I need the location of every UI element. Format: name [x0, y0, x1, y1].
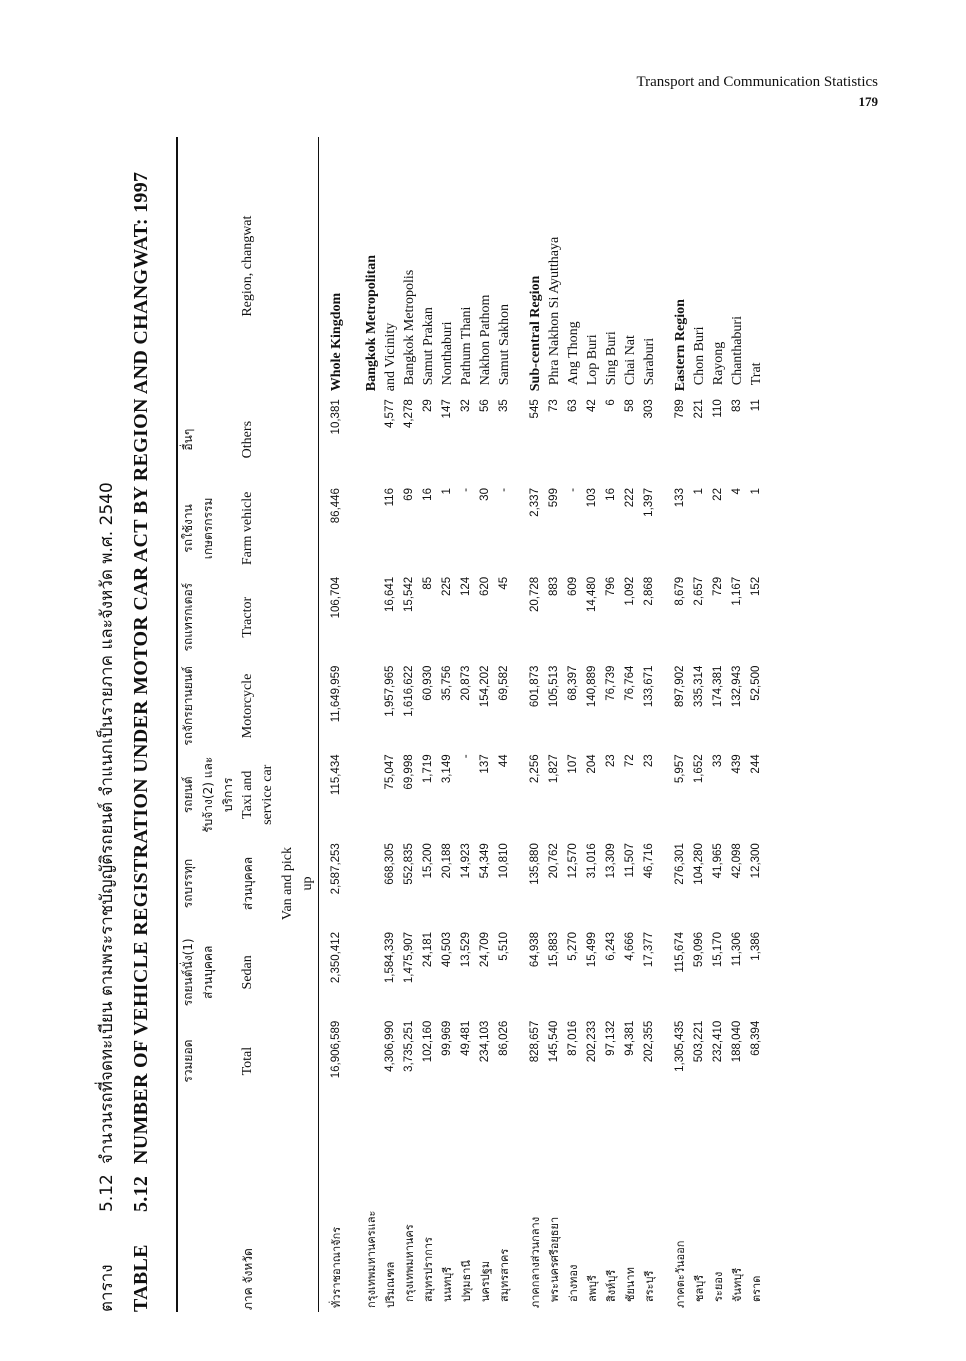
cell-value: 14,480 — [586, 576, 598, 612]
cell-value: 232,410 — [712, 1020, 724, 1063]
cell-value: 4,306,990 — [384, 1020, 396, 1072]
rotated-table-page — [90, 137, 870, 1312]
cell-value: 73 — [548, 399, 560, 413]
cell-value: - — [460, 754, 472, 759]
cell-value: 72 — [624, 754, 636, 768]
cell-value: 15,499 — [586, 931, 598, 968]
cell-value: 668,305 — [384, 843, 396, 885]
cell-value: 124 — [460, 576, 472, 596]
cell-value: 1,305,435 — [674, 1020, 686, 1072]
cell-value: 58 — [624, 399, 636, 413]
header-spacer — [278, 573, 319, 662]
row-name-thai: นนทบุรี — [441, 1266, 454, 1302]
page-number: 179 — [858, 94, 878, 109]
cell-value: 11,306 — [731, 931, 743, 967]
row-name-english: Samut Prakan — [421, 307, 436, 386]
cell-value: 35,756 — [441, 665, 453, 701]
row-name-english: Nonthaburi — [440, 321, 455, 386]
cell-value: 40,503 — [441, 931, 453, 968]
row-name-thai: พระนครศรีอยุธยา — [548, 1216, 561, 1302]
row-name-thai: ลพบุรี — [586, 1275, 599, 1302]
row-name-english: Sing Buri — [604, 331, 619, 386]
cell-value: 30 — [479, 488, 491, 501]
cell-value: 222 — [624, 488, 636, 508]
table-row — [564, 137, 583, 1312]
cell-value: 85 — [422, 576, 434, 590]
cell-value: 20,762 — [548, 843, 560, 879]
row-name-english: Phra Nakhon Si Ayutthaya — [547, 236, 562, 386]
table-row — [709, 137, 728, 1312]
row-name-thai: ภาคกลางส่วนกลาง — [529, 1216, 542, 1308]
cell-value: 59,096 — [693, 931, 705, 968]
cell-value: 2,337 — [529, 488, 541, 517]
cell-value: 13,309 — [605, 843, 617, 879]
cell-value: 69 — [403, 488, 415, 501]
cell-value: 601,873 — [529, 665, 541, 708]
row-name-english: Rayong — [711, 341, 726, 386]
row-name-english: Saraburi — [642, 337, 657, 386]
cell-value: 2,350,412 — [330, 931, 342, 984]
cell-value: 45 — [498, 576, 510, 590]
row-name-thai: สระบุรี — [643, 1270, 656, 1302]
vehicle-registration-table — [176, 137, 766, 1312]
cell-value — [350, 573, 381, 662]
cell-value: 1,386 — [750, 931, 762, 961]
col-region-th — [177, 1106, 238, 1313]
row-name-english: and Vicinity — [383, 322, 398, 392]
cell-value: 102,160 — [422, 1020, 434, 1063]
cell-value: 24,709 — [479, 931, 491, 968]
cell-value: 4 — [731, 488, 743, 495]
cell-value: 42,098 — [731, 843, 743, 879]
row-name-english: Trat — [749, 362, 764, 386]
cell-value: 6,243 — [605, 931, 617, 961]
cell-value: 174,381 — [712, 665, 724, 708]
cell-value: 54,349 — [479, 843, 491, 879]
cell-value: 140,889 — [586, 665, 598, 708]
col-moto-en: Motorcycle — [240, 673, 255, 739]
col-taxi-th: รถยนต์รับจ้าง(2) และบริการ — [177, 750, 238, 839]
row-name-english: Chai Nat — [623, 335, 638, 386]
cell-value: - — [498, 488, 510, 492]
cell-value: 796 — [605, 576, 617, 596]
col-region-label: ภาค จังหวัด — [241, 1248, 255, 1310]
row-name-english: Samut Sakhon — [497, 303, 512, 386]
row-name-thai: ตราด — [750, 1275, 763, 1302]
row-name-thai: อ่างทอง — [567, 1264, 580, 1302]
col-taxi-en: Taxi and service car — [240, 764, 275, 825]
row-name-english: Whole Kingdom — [329, 292, 344, 392]
cell-value: 1,092 — [624, 576, 636, 606]
header-spacer — [278, 484, 319, 573]
cell-value: 33 — [712, 754, 724, 768]
table-row — [690, 137, 709, 1312]
col-others-th: อื่นๆ — [177, 395, 238, 484]
row-name-english: Sub-central Region — [528, 275, 543, 392]
table-row — [514, 137, 545, 1312]
header-spacer — [278, 662, 319, 751]
cell-value: 86,026 — [498, 1020, 510, 1056]
cell-value: 12,300 — [750, 843, 762, 879]
cell-value — [350, 662, 381, 751]
cell-value: 1,167 — [731, 576, 743, 606]
header-spacer — [278, 928, 319, 1017]
cell-value: 1 — [750, 488, 762, 495]
cell-value: 49,481 — [460, 1020, 472, 1056]
cell-value: 11,507 — [624, 843, 636, 878]
table-row — [350, 137, 381, 1312]
cell-value: 1,827 — [548, 754, 560, 784]
cell-value: 15,170 — [712, 931, 724, 968]
cell-value — [350, 750, 381, 839]
cell-value: 115,434 — [330, 754, 342, 796]
cell-value: 2,587,253 — [330, 843, 342, 895]
cell-value: 41,965 — [712, 843, 724, 879]
cell-value: 32 — [460, 399, 472, 413]
row-name-english: Nakhon Pathom — [478, 294, 493, 386]
col-total-th: รวมยอด — [177, 1017, 238, 1106]
cell-value: 10,810 — [498, 843, 510, 879]
table-title-thai-text: จำนวนรถที่จดทะเบียน ตามพระราชบัญญัติรถยนต์ จำแนกเป็นรายภาค และจังหวัด พ.ศ. 2540 — [97, 482, 117, 1164]
table-row — [419, 137, 438, 1312]
col-sedan-en: Sedan — [240, 955, 255, 990]
row-name-english: Bangkok Metropolis — [402, 269, 417, 386]
cell-value: 2,868 — [643, 576, 655, 606]
table-title-en-label: TABLE — [130, 1244, 152, 1312]
col-moto-th: รถจักรยานยนต์ — [177, 662, 238, 751]
cell-value: 1,719 — [422, 754, 434, 784]
cell-value: 188,040 — [731, 1020, 743, 1063]
cell-value: 87,016 — [567, 1020, 579, 1056]
cell-value: 147 — [441, 399, 453, 419]
cell-value: 16,906,589 — [330, 1020, 342, 1079]
cell-value: 115,674 — [674, 931, 686, 973]
cell-value: 204 — [586, 754, 598, 774]
cell-value: 69,998 — [403, 754, 415, 790]
cell-value: 1 — [693, 488, 705, 495]
cell-value: 145,540 — [548, 1020, 560, 1063]
cell-value: 883 — [548, 576, 560, 596]
table-titles — [90, 137, 158, 1312]
col-farm-en: Farm vehicle — [240, 491, 255, 566]
row-name-thai: ระยอง — [712, 1271, 725, 1302]
col-sedan-th: รถยนต์นั่ง(1) ส่วนบุคคล — [177, 928, 238, 1017]
cell-value: 152 — [750, 576, 762, 596]
cell-value: 68,394 — [750, 1020, 762, 1056]
cell-value: 828,657 — [529, 1020, 541, 1063]
cell-value: 133 — [674, 488, 686, 508]
table-row — [495, 137, 514, 1312]
table-row — [457, 137, 476, 1312]
cell-value: 23 — [643, 754, 655, 768]
table-title-en-number: 5.12 — [130, 1175, 152, 1212]
cell-value — [350, 395, 381, 484]
row-name-thai: ปริมณฑล — [384, 1261, 397, 1308]
cell-value: 20,728 — [529, 576, 541, 612]
cell-value: - — [567, 488, 579, 492]
table-row — [381, 137, 400, 1312]
cell-value — [350, 1017, 381, 1106]
cell-value: 110 — [712, 399, 724, 418]
row-name-thai: สมุทรสาคร — [498, 1248, 511, 1302]
cell-value: 234,103 — [479, 1020, 491, 1063]
cell-value: 11,649,959 — [330, 665, 342, 723]
col-total-en: Total — [240, 1046, 255, 1076]
cell-value: 10,381 — [330, 399, 342, 435]
cell-value: 42 — [586, 399, 598, 413]
cell-value: 599 — [548, 488, 560, 508]
row-name-thai: ชัยนาท — [624, 1267, 637, 1302]
table-row — [476, 137, 495, 1312]
cell-value: 609 — [567, 576, 579, 596]
col-region-en-spacer — [177, 137, 238, 395]
row-name-thai: ปทุมธานี — [460, 1260, 473, 1302]
cell-value: 24,181 — [422, 931, 434, 968]
table-row — [545, 137, 564, 1312]
cell-value: 15,542 — [403, 576, 415, 612]
cell-value: 15,883 — [548, 931, 560, 968]
cell-value: 76,764 — [624, 665, 636, 701]
col-van-th: ส่วนบุคคล — [241, 856, 255, 911]
cell-value: 20,188 — [441, 843, 453, 879]
cell-value: 8,679 — [674, 576, 686, 606]
cell-value: 1,584,339 — [384, 931, 396, 984]
cell-value: 552,835 — [403, 843, 415, 885]
cell-value: 3,735,251 — [403, 1020, 415, 1072]
cell-value: 620 — [479, 576, 491, 596]
table-row — [621, 137, 640, 1312]
cell-value: 12,570 — [567, 843, 579, 879]
table-row — [659, 137, 690, 1312]
cell-value: 99,969 — [441, 1020, 453, 1056]
cell-value: 1,475,907 — [403, 931, 415, 984]
col-van-en: Van and pick up — [278, 839, 319, 928]
cell-value: 789 — [674, 399, 686, 419]
cell-value: 44 — [498, 754, 510, 768]
header-spacer — [278, 395, 319, 484]
col-tractor-en: Tractor — [240, 596, 255, 638]
cell-value: 86,446 — [330, 488, 342, 524]
cell-value: 1,652 — [693, 754, 705, 784]
row-name-thai: ชลบุรี — [693, 1274, 706, 1302]
cell-value: 225 — [441, 576, 453, 596]
cell-value: 503,221 — [693, 1020, 705, 1063]
row-name-thai: ทั่วราชอาณาจักร — [330, 1226, 343, 1308]
cell-value — [350, 484, 381, 573]
table-row — [602, 137, 621, 1312]
table-title-thai-number: 5.12 — [97, 1174, 117, 1212]
table-title-english — [124, 137, 158, 1312]
cell-value: 22 — [712, 488, 724, 501]
cell-value: 63 — [567, 399, 579, 413]
row-name-english: Eastern Region — [673, 299, 688, 392]
cell-value: 106,704 — [330, 576, 342, 619]
cell-value: 729 — [712, 576, 724, 596]
table-title-en-text: NUMBER OF VEHICLE REGISTRATION UNDER MOTOR CAR ACT BY REGION AND CHANGWAT: 1997 — [130, 171, 152, 1164]
cell-value: 4,577 — [384, 399, 396, 429]
cell-value: 16 — [605, 488, 617, 501]
cell-value: 5,270 — [567, 931, 579, 961]
cell-value: 68,397 — [567, 665, 579, 701]
table-row — [747, 137, 766, 1312]
cell-value: 31,016 — [586, 843, 598, 879]
header-spacer — [278, 1106, 319, 1313]
row-name-thai: สมุทรปราการ — [422, 1237, 435, 1302]
cell-value: 202,233 — [586, 1020, 598, 1063]
cell-value: 16,641 — [384, 576, 396, 612]
col-farm-th: รถใช้งาน เกษตรกรรม — [177, 484, 238, 573]
cell-value: 2,657 — [693, 576, 705, 606]
cell-value: 97,132 — [605, 1020, 617, 1056]
cell-value — [350, 839, 381, 928]
row-name-english: Ang Thong — [566, 321, 581, 386]
cell-value: 29 — [422, 399, 434, 413]
header-spacer — [278, 750, 319, 839]
cell-value: 103 — [586, 488, 598, 508]
table-row — [400, 137, 419, 1312]
cell-value: 60,930 — [422, 665, 434, 701]
cell-value: 135,880 — [529, 843, 541, 885]
cell-value: 202,355 — [643, 1020, 655, 1063]
cell-value: 83 — [731, 399, 743, 413]
cell-value: 14,923 — [460, 843, 472, 879]
cell-value: 5,957 — [674, 754, 686, 784]
header-spacer — [278, 1017, 319, 1106]
col-region-en: Region, changwat — [240, 215, 255, 317]
cell-value: 69,582 — [498, 665, 510, 701]
cell-value: 276,301 — [674, 843, 686, 885]
cell-value: 545 — [529, 399, 541, 419]
cell-value: 105,513 — [548, 665, 560, 708]
cell-value: 56 — [479, 399, 491, 413]
cell-value: - — [460, 488, 472, 492]
cell-value: 897,902 — [674, 665, 686, 708]
row-name-thai: จันทบุรี — [731, 1267, 744, 1302]
cell-value: 11 — [750, 399, 762, 412]
cell-value: 132,943 — [731, 665, 743, 708]
cell-value: 4,278 — [403, 399, 415, 429]
table-row — [583, 137, 602, 1312]
cell-value: 1,397 — [643, 488, 655, 517]
table-body — [319, 137, 767, 1312]
cell-value: 15,200 — [422, 843, 434, 879]
cell-value: 6 — [605, 399, 617, 406]
cell-value: 46,716 — [643, 843, 655, 879]
row-name-english: Bangkok Metropolitan — [364, 254, 379, 392]
row-name-thai: นครปฐม — [479, 1260, 492, 1302]
cell-value: 52,500 — [750, 665, 762, 701]
cell-value: 1 — [441, 488, 453, 495]
row-name-thai: ภาคตะวันออก — [674, 1240, 687, 1308]
cell-value: 23 — [605, 754, 617, 768]
cell-value: 244 — [750, 754, 762, 774]
cell-value: 116 — [384, 488, 396, 507]
row-name-english: Chanthaburi — [730, 316, 745, 386]
table-row — [319, 137, 351, 1312]
cell-value: 2,256 — [529, 754, 541, 784]
cell-value: 5,510 — [498, 931, 510, 961]
cell-value: 75,047 — [384, 754, 396, 790]
cell-value — [350, 928, 381, 1017]
row-name-thai: กรุงเทพมหานครและ — [365, 1210, 378, 1308]
cell-value: 64,938 — [529, 931, 541, 968]
col-others-en: Others — [240, 420, 255, 459]
row-name-english: Pathum Thani — [459, 306, 474, 386]
cell-value: 3,149 — [441, 754, 453, 784]
row-name-thai: สิงห์บุรี — [605, 1269, 618, 1302]
cell-value: 137 — [479, 754, 491, 774]
cell-value: 1,957,965 — [384, 665, 396, 717]
cell-value: 154,202 — [479, 665, 491, 708]
running-header — [636, 72, 878, 112]
cell-value: 439 — [731, 754, 743, 774]
cell-value: 76,739 — [605, 665, 617, 701]
cell-value: 16 — [422, 488, 434, 501]
table-title-thai-label: ตาราง — [97, 1264, 117, 1312]
cell-value: 13,529 — [460, 931, 472, 968]
cell-value: 221 — [693, 399, 705, 419]
cell-value: 35 — [498, 399, 510, 413]
col-van-group-th: รถบรรทุก — [177, 839, 238, 928]
row-name-english: Chon Buri — [692, 326, 707, 386]
cell-value: 133,671 — [643, 665, 655, 708]
cell-value: 107 — [567, 754, 579, 774]
row-name-thai: กรุงเทพมหานคร — [403, 1224, 416, 1302]
cell-value: 104,280 — [693, 843, 705, 885]
cell-value: 17,377 — [643, 931, 655, 968]
cell-value: 20,873 — [460, 665, 472, 701]
table-row — [728, 137, 747, 1312]
table-row — [438, 137, 457, 1312]
row-name-english: Lop Buri — [585, 334, 600, 386]
cell-value: 1,616,622 — [403, 665, 415, 717]
cell-value: 4,666 — [624, 931, 636, 961]
col-tractor-th: รถแทรกเตอร์ — [177, 573, 238, 662]
cell-value: 303 — [643, 399, 655, 419]
cell-value: 94,381 — [624, 1020, 636, 1056]
running-header-title: Transport and Communication Statistics — [636, 74, 878, 90]
table-row — [640, 137, 659, 1312]
cell-value: 335,314 — [693, 665, 705, 708]
header-spacer — [278, 137, 319, 395]
table-title-thai — [90, 137, 124, 1312]
